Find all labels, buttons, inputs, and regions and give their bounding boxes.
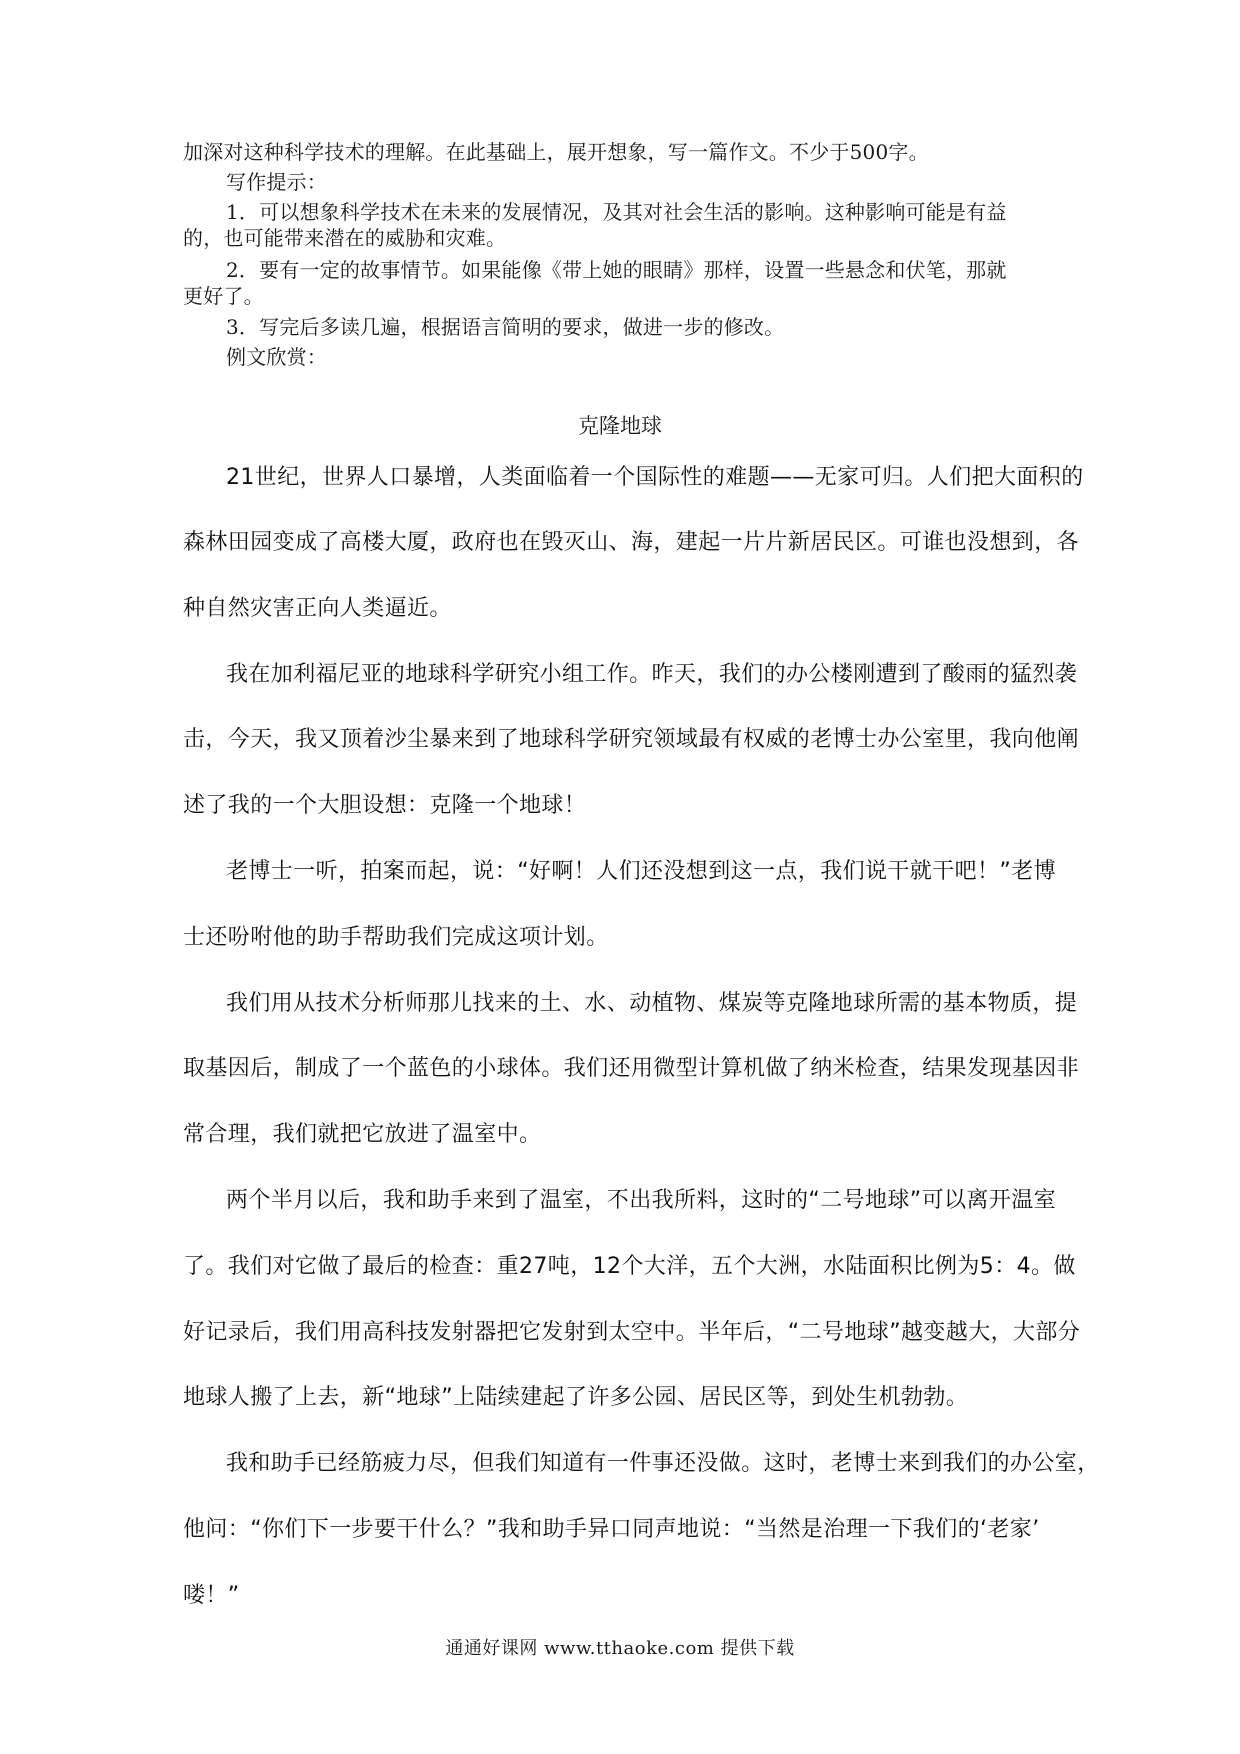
essay-line: 取基因后，制成了一个蓝色的小球体。我们还用微型计算机做了纳米检查，结果发现基因非 xyxy=(183,1056,1080,1081)
page-footer xyxy=(0,1636,1240,1662)
footer-url-link[interactable]: www.tthaoke.com xyxy=(544,1638,715,1659)
essay-line: 喽！” xyxy=(183,1583,240,1608)
essay-line: 两个半月以后，我和助手来到了温室，不出我所料，这时的“二号地球”可以离开温室 xyxy=(226,1188,1056,1213)
intro-line: 加深对这种科学技术的理解。在此基础上，展开想象，写一篇作文。不少于500字。 xyxy=(183,140,929,164)
tip-2-line-1: 2．要有一定的故事情节。如果能像《带上她的眼睛》那样，设置一些悬念和伏笔，那就 xyxy=(226,258,1007,282)
tips-heading: 写作提示： xyxy=(226,170,327,194)
tip-1-line-2: 的，也可能带来潜在的威胁和灾难。 xyxy=(183,226,507,250)
essay-line: 士还吩咐他的助手帮助我们完成这项计划。 xyxy=(183,925,609,950)
essay-line: 击，今天，我又顶着沙尘暴来到了地球科学研究领域最有权威的老博士办公室里，我向他阐 xyxy=(183,727,1080,752)
essay-line: 我在加利福尼亚的地球科学研究小组工作。昨天，我们的办公楼刚遭到了酸雨的猛烈袭 xyxy=(226,662,1078,687)
essay-line: 种自然灾害正向人类逼近。 xyxy=(183,596,452,621)
essay-line: 常合理，我们就把它放进了温室中。 xyxy=(183,1122,542,1147)
tip-2-line-2: 更好了。 xyxy=(183,284,264,308)
tip-1-line-1: 1．可以想象科学技术在未来的发展情况，及其对社会生活的影响。这种影响可能是有益 xyxy=(226,200,1007,224)
footer-suffix: 提供下载 xyxy=(720,1638,795,1659)
essay-line: 地球人搬了上去，新“地球”上陆续建起了许多公园、居民区等，到处生机勃勃。 xyxy=(183,1385,969,1410)
essay-line: 他问：“你们下一步要干什么？”我和助手异口同声地说：“当然是治理一下我们的‘老家’ xyxy=(183,1517,1040,1542)
essay-line: 森林田园变成了高楼大厦，政府也在毁灭山、海，建起一片片新居民区。可谁也没想到，各 xyxy=(183,530,1080,555)
example-heading: 例文欣赏： xyxy=(226,345,327,369)
footer-site-name: 通通好课网 xyxy=(445,1638,538,1659)
essay-line: 我和助手已经筋疲力尽，但我们知道有一件事还没做。这时，老博士来到我们的办公室， xyxy=(226,1451,1100,1476)
essay-line: 21世纪，世界人口暴增，人类面临着一个国际性的难题——无家可归。人们把大面积的 xyxy=(226,465,1084,490)
essay-line: 述了我的一个大胆设想：克隆一个地球！ xyxy=(183,793,587,818)
essay-line: 老博士一听，拍案而起，说：“好啊！人们还没想到这一点，我们说干就干吧！”老博 xyxy=(226,859,1056,884)
tip-3-line: 3．写完后多读几遍，根据语言简明的要求，做进一步的修改。 xyxy=(226,315,785,339)
essay-line: 好记录后，我们用高科技发射器把它发射到太空中。半年后，“二号地球”越变越大，大部分 xyxy=(183,1320,1081,1345)
essay-line: 了。我们对它做了最后的检查：重27吨，12个大洋，五个大洲，水陆面积比例为5：4。做 xyxy=(183,1254,1076,1279)
essay-title: 克隆地球 xyxy=(578,414,662,438)
essay-line: 我们用从技术分析师那儿找来的土、水、动植物、煤炭等克隆地球所需的基本物质，提 xyxy=(226,991,1078,1016)
